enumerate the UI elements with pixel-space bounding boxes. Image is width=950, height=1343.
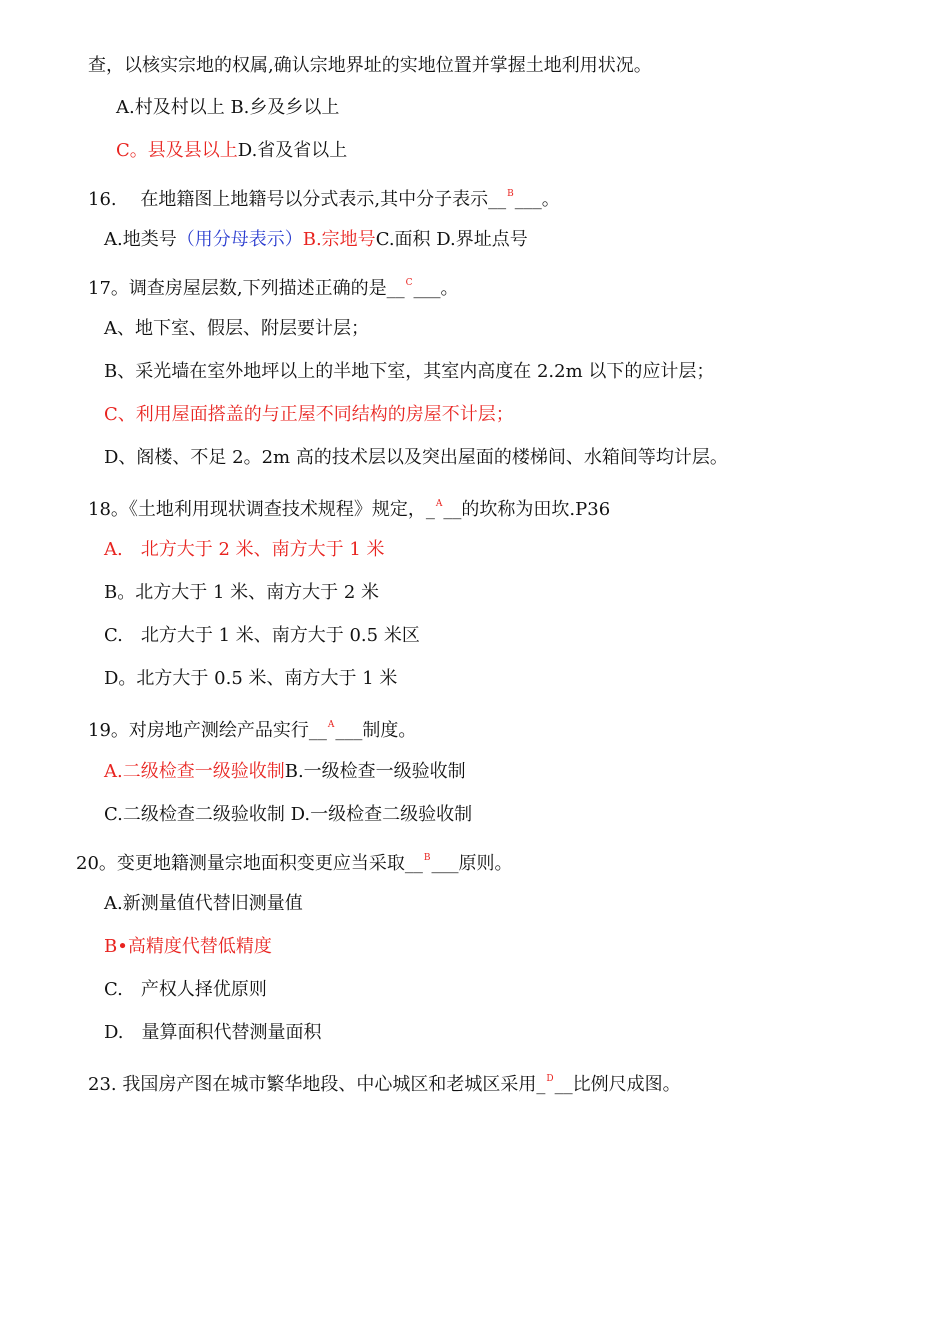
text: A.地类号 [104,229,177,250]
question-text: 20。变更地籍测量宗地面积变更应当采取__ [76,853,423,874]
text: D。北方大于 0.5 米、南方大于 1 米 [104,668,398,689]
q20-option-a [104,892,303,916]
q18-option-d [104,667,397,691]
q17-option-c [104,403,514,427]
text: A.新测量值代替旧测量值 [104,893,303,914]
text: C.二级检查二级验收制 D.一级检查二级验收制 [104,804,473,825]
correct-answer-option: A.二级检查一级验收制 [104,761,285,782]
question-text-end: ___。 [514,189,560,210]
question-20 [76,846,513,876]
question-23 [88,1067,681,1097]
text: D.省及省以上 [237,140,348,161]
text: C.面积 D.界址点号 [375,229,528,250]
q17-option-d [104,446,728,470]
correct-answer-option: B.宗地号 [302,229,376,250]
text: A.村及村以上 B.乡及乡以上 [116,97,340,118]
answer-mark: B [423,853,431,863]
question-text: 17。调查房屋层数,下列描述正确的是__ [88,278,405,299]
line-continuation [88,54,652,78]
text: B、采光墙在室外地坪以上的半地下室，其室内高度在 2.2m 以下的应计层； [104,361,715,382]
q15-options-ab [116,96,339,120]
question-text-end: ___制度。 [335,720,417,741]
q18-option-b [104,581,379,605]
correct-answer-option: A. 北方大于 2 米、南方大于 1 米 [104,539,385,560]
q19-options-ab [104,760,466,784]
question-text: 18。《土地利用现状调查技术规程》规定，_ [88,499,435,520]
question-text: 16. 在地籍图上地籍号以分式表示,其中分子表示__ [88,189,507,210]
question-text: 19。对房地产测绘产品实行__ [88,720,327,741]
question-text-end: __比例尺成图。 [554,1074,681,1095]
text: D、阁楼、不足 2。2m 高的技术层以及突出屋面的楼梯间、水箱间等均计层。 [104,447,728,468]
q20-option-b [104,935,272,959]
q16-options [104,228,528,252]
text: 查，以核实宗地的权属,确认宗地界址的实地位置并掌握土地利用状况。 [88,55,652,76]
question-18 [88,492,610,522]
text: B.一级检查一级验收制 [284,761,466,782]
text: D. 量算面积代替测量面积 [104,1022,322,1043]
text: A、地下室、假层、附层要计层； [104,318,369,339]
q18-option-c [104,624,420,648]
answer-mark: A [327,720,335,730]
answer-mark: B [507,189,514,199]
correct-answer-option: C。县及县以上 [116,140,238,161]
question-16 [88,182,560,212]
q19-options-cd [104,803,472,827]
correct-answer-option: C、利用屋面搭盖的与正屋不同结构的房屋不计层； [104,404,514,425]
question-text: 23. 我国房产图在城市繁华地段、中心城区和老城区采用_ [88,1074,546,1095]
question-19 [88,713,416,743]
answer-mark: A [435,499,443,509]
question-text-end: __的坎称为田坎.P36 [443,499,611,520]
q20-option-c [104,978,267,1002]
text: B。北方大于 1 米、南方大于 2 米 [104,582,380,603]
answer-mark: D [546,1074,554,1084]
text: C. 北方大于 1 米、南方大于 0.5 米区 [104,625,420,646]
q17-option-b [104,360,714,384]
question-17 [88,271,459,301]
answer-mark: C [405,278,413,288]
q18-option-a [104,538,385,562]
q20-option-d [104,1021,322,1045]
q15-options-cd [116,139,347,163]
text: C. 产权人择优原则 [104,979,267,1000]
q17-option-a [104,317,369,341]
question-text-end: ___。 [413,278,459,299]
note-text: （用分母表示） [176,229,303,250]
correct-answer-option: B•高精度代替低精度 [104,936,272,957]
question-text-end: ___原则。 [431,853,513,874]
